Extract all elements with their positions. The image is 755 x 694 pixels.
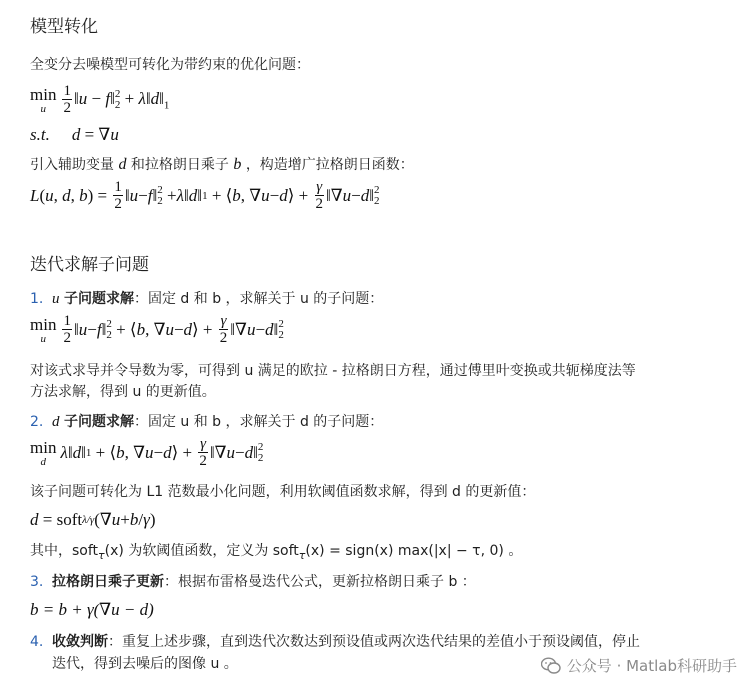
equation-tv-objective: min u $\frac{1}{2}$ ‖u − f‖ 2 2 + $\lambda‖d‖_1$ xyxy=(30,83,170,116)
equation-constraint: s.t. d = ∇ u xyxy=(30,125,119,144)
augmented-intro-text: 引入辅助变量 d 和拉格朗日乘子 b ，构造增广拉格朗日函数： xyxy=(30,156,414,173)
list-item-1-heading: 1. u 子问题求解：固定 d 和 b ，求解关于 u 的子问题： xyxy=(30,291,384,307)
item1-note-line1: 对该式求导并令导数为零，可得到 u 满足的欧拉 - 拉格朗日方程，通过傅里叶变换或共轭梯度法等 xyxy=(30,363,636,379)
intro-text: 全变分去噪模型可转化为带约束的优化问题： xyxy=(30,57,310,73)
equation-augmented-lagrangian: L ( u , d , b ) = $\frac{1}{2}$ ‖ u − f ‖ 2 2 + λ ‖ d ‖ 1 + ⟨ b , ∇ u − d ⟩ + $\frac{\gamma}{2}$ ‖∇ u − d ‖ 2 2 xyxy=(30,179,380,212)
item2-soft-threshold-def: 其中，soft$_\tau$(x) 为软阈值函数，定义为 soft$_\tau$(x) = sign(x) max(|x| − τ, 0) 。 xyxy=(30,543,523,562)
equation-d-subproblem: min d λ ‖ d ‖ 1 + ⟨ b , ∇ u − d ⟩ + $\frac{\gamma}{2}$ ‖∇ u − d ‖ 2 2 xyxy=(30,436,264,469)
equation-b-update: b = b + γ(∇u − d) xyxy=(30,600,154,619)
wechat-icon xyxy=(541,657,561,675)
item2-note: 该子问题可转化为 L1 范数最小化问题，利用软阈值函数求解，得到 d 的更新值： xyxy=(30,484,536,500)
list-item-3-heading: 3. 拉格朗日乘子更新：根据布雷格曼迭代公式，更新拉格朗日乘子 b ： xyxy=(30,574,476,590)
item1-note-line2: 方法求解，得到 u 的更新值。 xyxy=(30,384,216,400)
list-item-4-continuation: 迭代，得到去噪后的图像 u 。 xyxy=(52,656,238,672)
list-item-4-heading: 4. 收敛判断：重复上述步骤，直到迭代次数达到预设值或两次迭代结果的差值小于预设阈值，停止 xyxy=(30,634,640,650)
list-item-2-heading: 2. d 子问题求解：固定 u 和 b ，求解关于 d 的子问题： xyxy=(30,414,384,430)
equation-d-update: d = soft λ/γ (∇ u + b / γ ) xyxy=(30,510,156,529)
section-title-iteration: 迭代求解子问题 xyxy=(30,255,149,275)
section-title-model: 模型转化 xyxy=(30,17,98,37)
watermark: 公众号 · Matlab科研助手 xyxy=(541,655,737,676)
equation-u-subproblem: min u $\frac{1}{2}$ ‖ u − f ‖ 2 2 + ⟨ b , ∇ u − d ⟩ + $\frac{\gamma}{2}$ ‖∇ u − d ‖ 2 2 xyxy=(30,313,284,346)
